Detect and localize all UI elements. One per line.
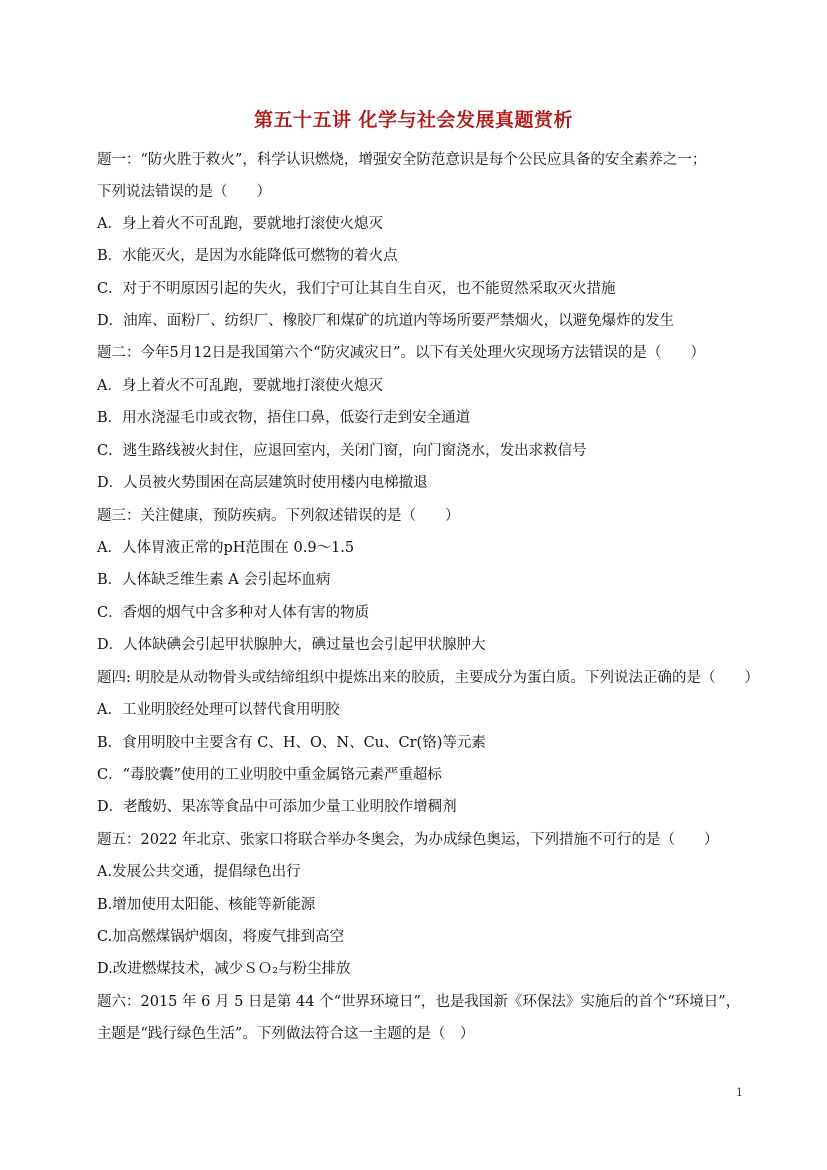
question-3-option-b: B．人体缺乏维生素 A 会引起坏血病 (97, 572, 331, 588)
question-4-option-c: C．“毒胶囊”使用的工业明胶中重金属铬元素严重超标 (97, 767, 442, 783)
question-4-option-a: A．工业明胶经处理可以替代食用明胶 (97, 702, 340, 718)
question-4-stem: 题四: 明胶是从动物骨头或结缔组织中提炼出来的胶质，主要成分为蛋白质。下列说法正确的是（ ） (97, 670, 759, 686)
question-2-stem: 题二：今年5月12日是我国第六个“防灾减灾日”。以下有关处理火灾现场方法错误的是（ ） (97, 345, 705, 361)
question-1-stem: 题一：“防火胜于救火”，科学认识燃烧，增强安全防范意识是每个公民应具备的安全素养之一； (97, 152, 707, 168)
question-5-option-b: B.增加使用太阳能、核能等新能源 (97, 897, 316, 913)
question-5-option-a: A.发展公共交通，提倡绿色出行 (97, 864, 301, 880)
question-1-option-a: A．身上着火不可乱跑，要就地打滚使火熄灭 (97, 216, 383, 232)
page-number: 1 (736, 1086, 743, 1099)
question-5-stem: 题五：2022 年北京、张家口将联合举办冬奥会，为办成绿色奥运，下列措施不可行的是（ ） (97, 832, 719, 848)
question-2-option-b: B．用水浇湿毛巾或衣物，捂住口鼻，低姿行走到安全通道 (97, 410, 471, 426)
question-1-option-b: B．水能灭火，是因为水能降低可燃物的着火点 (97, 248, 398, 264)
question-1-option-c: C．对于不明原因引起的失火，我们宁可让其自生自灭，也不能贸然采取灭火措施 (97, 281, 616, 297)
question-2-option-d: D．人员被火势围困在高层建筑时使用楼内电梯撤退 (97, 475, 428, 491)
question-6-stem: 题六：2015 年 6 月 5 日是第 44 个“世界环境日”，也是我国新《环保法》实施后的首个“环境日”， (97, 994, 741, 1010)
question-1-option-d: D．油库、面粉厂、纺织厂、橡胶厂和煤矿的坑道内等场所要严禁烟火，以避免爆炸的发生 (97, 313, 675, 329)
question-5-option-d: D.改进燃煤技术，减少ＳＯ₂与粉尘排放 (97, 961, 351, 977)
question-6-stem-cont: 主题是“践行绿色生活”。下列做法符合这一主题的是（ ） (97, 1026, 475, 1042)
question-5-option-c: C.加高燃煤锅炉烟囱，将废气排到高空 (97, 929, 345, 945)
question-3-option-a: A．人体胃液正常的pH范围在 0.9～1.5 (97, 540, 355, 556)
question-1-stem-cont: 下列说法错误的是（ ） (97, 184, 271, 200)
question-3-option-c: C．香烟的烟气中含多种对人体有害的物质 (97, 605, 370, 621)
question-4-option-d: D．老酸奶、果冻等食品中可添加少量工业明胶作增稠剂 (97, 799, 457, 815)
question-2-option-a: A．身上着火不可乱跑，要就地打滚使火熄灭 (97, 378, 383, 394)
question-3-option-d: D．人体缺碘会引起甲状腺肿大，碘过量也会引起甲状腺肿大 (97, 637, 486, 653)
question-4-option-b: B．食用明胶中主要含有 C、H、O、N、Cu、Cr(铬)等元素 (97, 735, 486, 751)
page-title: 第五十五讲 化学与社会发展真题赏析 (253, 109, 574, 131)
question-3-stem: 题三：关注健康，预防疾病。下列叙述错误的是（ ） (97, 508, 460, 524)
question-2-option-c: C．逃生路线被火封住，应退回室内，关闭门窗，向门窗浇水，发出求救信号 (97, 443, 587, 459)
